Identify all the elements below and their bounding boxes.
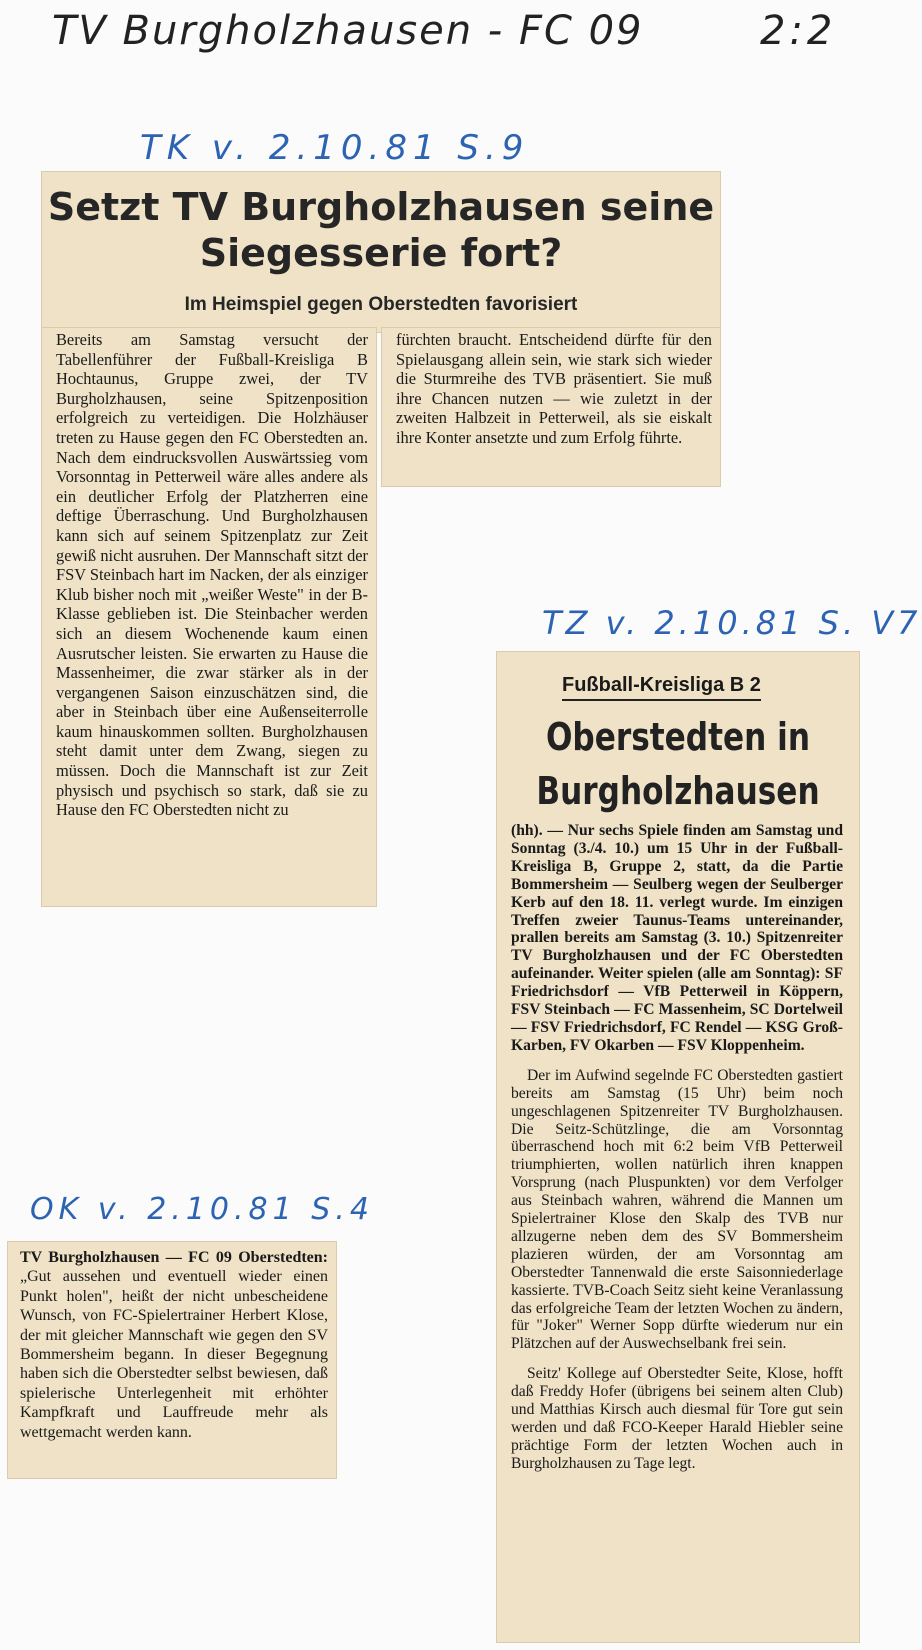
tk-clipping-column-2 [382, 328, 720, 486]
tk-clipping-column-1 [42, 328, 376, 906]
tz-paragraph-2: Der im Aufwind segelnde FC Oberstedten gastiert bereits am Samstag (15 Uhr) beim noch ungeschlagenen Spitzenreiter TV Burgholzhausen. Die Seitz-Schützlinge, die am Vorsonntag überraschend hoch mit 6:2 beim VfB Petterweil triumphierten, wollen natürlich ihren knappen Vorsprung (nach Pluspunkten) vor dem Verfolger aus Steinbach wahren, während die Mannen um Spielertrainer Klose den Skalp des TVB nur allzugerne neben dem des SV Bommersheim plazieren würden, der am Vorsonntag am Oberstedter Tannenwald die erste Saisonniederlage kassierte. TVB-Coach Seitz sieht keine Veranlassung das erfolgreiche Team der letzten Wochen zu ändern, für "Joker" Werner Sopp dürfte wiederum nur ein Plätzchen auf der Auswechselbank frei sein. [511, 1066, 843, 1353]
ok-article-body [20, 1248, 328, 1442]
ok-clipping [8, 1242, 336, 1478]
tk-column-1-text: Bereits am Samstag versucht der Tabellenführer der Fußball-Kreisliga B Hochtaunus, Gruppe zwei, der TV Burgholzhausen, seine Spitzenposition erfolgreich zu verteidigen. Die Holzhäuser treten zu Hause gegen den FC Oberstedten an. Nach dem eindrucksvollen Auswärtssieg vom Vorsonntag in Petterweil wäre alles andere als ein deutlicher Erfolg der Platzherren eine deftige Überraschung. Und Burgholzhausen kann sich auf seinem Spitzenplatz zur Zeit gewiß nicht ausruhen. Der Mannschaft sitzt der FSV Steinbach hart im Nacken, der als einziger Klub bisher noch mit „weißer Weste" in der B-Klasse geblieben ist. Die Steinbacher werden sich an diesem Wochenende kaum einen Ausrutscher leisten. Sie erwarten zu Hause die Massenheimer, die zwar stärker als in der vergangenen Saison einzuschätzen sind, die aber in Steinbach über eine Außenseiterrolle kaum hinauskommen sollten. Burgholzhausen steht damit unter dem Zwang, siegen zu müssen. Doch die Mannschaft ist zur Zeit physisch und psychisch so stark, daß sie zu Hause den FC Oberstedten nicht zu [56, 330, 368, 820]
source-note-ok: OK v. 2.10.81 S.4 [30, 1192, 374, 1227]
tk-headline: Setzt TV Burgholzhausen seine Siegesserie fort? [47, 185, 715, 275]
tk-subheadline: Im Heimspiel gegen Oberstedten favorisiert [184, 294, 578, 315]
tz-paragraph-1: (hh). — Nur sechs Spiele finden am Samstag und Sonntag (3./4. 10.) um 15 Uhr in der Fußball-Kreisliga B, Gruppe 2, statt, da die Partie Bommersheim — Seulberg wegen der Seulberger Kerb auf den 18. 11. verlegt wurde. Im einzigen Treffen zweier Taunus-Teams untereinander, prallen bereits am Samstag (3. 10.) Spitzenreiter TV Burgholzhausen und der FC Oberstedten aufeinander. Weiter spielen (alle am Sonntag): SF Friedrichsdorf — VfB Petterweil in Köppern, FSV Steinbach — FC Massenheim, SC Dortelweil — FSV Friedrichsdorf, FC Rendel — KSG Groß-Karben, FV Okarben — FSV Kloppenheim. [511, 822, 843, 1054]
tz-clipping [497, 652, 859, 1642]
handwritten-score: 2:2 [760, 8, 837, 54]
tz-kicker: Fußball-Kreisliga B 2 [562, 674, 761, 701]
ok-article-lead: TV Burgholzhausen — FC 09 Oberstedten: [20, 1249, 328, 1266]
handwritten-title: TV Burgholzhausen - FC 09 [52, 8, 644, 54]
source-note-tz: TZ v. 2.10.81 S. V7 [542, 604, 922, 642]
ok-article-text: „Gut aussehen und eventuell wieder einen Punkt holen", heißt der nicht unbescheidene Wunsch, von FC-Spielertrainer Herbert Klose, der mit gleicher Mannschaft wie gegen den SV Bommersheim begann. In dieser Begegnung haben sich die Oberstedter selbst bewiesen, daß spielerische Unterlegenheit mit erhöhter Kampfkraft und Lauffreude mehr als wettgemacht werden kann. [20, 1268, 328, 1441]
source-note-tk: TK v. 2.10.81 S.9 [140, 128, 530, 168]
tz-article-body [511, 822, 843, 1485]
tk-clipping-headline [42, 172, 720, 332]
tk-column-2-text: fürchten braucht. Entscheidend dürfte für den Spielausgang allein sein, wie stark sich wieder die Sturmreihe des TVB präsentiert. Sie muß ihre Chancen nutzen — wie zuletzt in der zweiten Halbzeit in Petterweil, als sie eiskalt ihre Konter ansetzte und zum Erfolg führte. [396, 330, 712, 447]
tz-headline: Oberstedten in Burgholzhausen [536, 715, 820, 813]
tz-paragraph-3: Seitz' Kollege auf Oberstedter Seite, Klose, hofft daß Freddy Hofer (übrigens bei seinem alten Club) und Matthias Kirsch auch diesmal für Tore gut sein werden und daß FCO-Keeper Harald Hiebler seine prächtige Form der letzten Wochen auch in Burgholzhausen zu Tage legt. [511, 1365, 843, 1472]
